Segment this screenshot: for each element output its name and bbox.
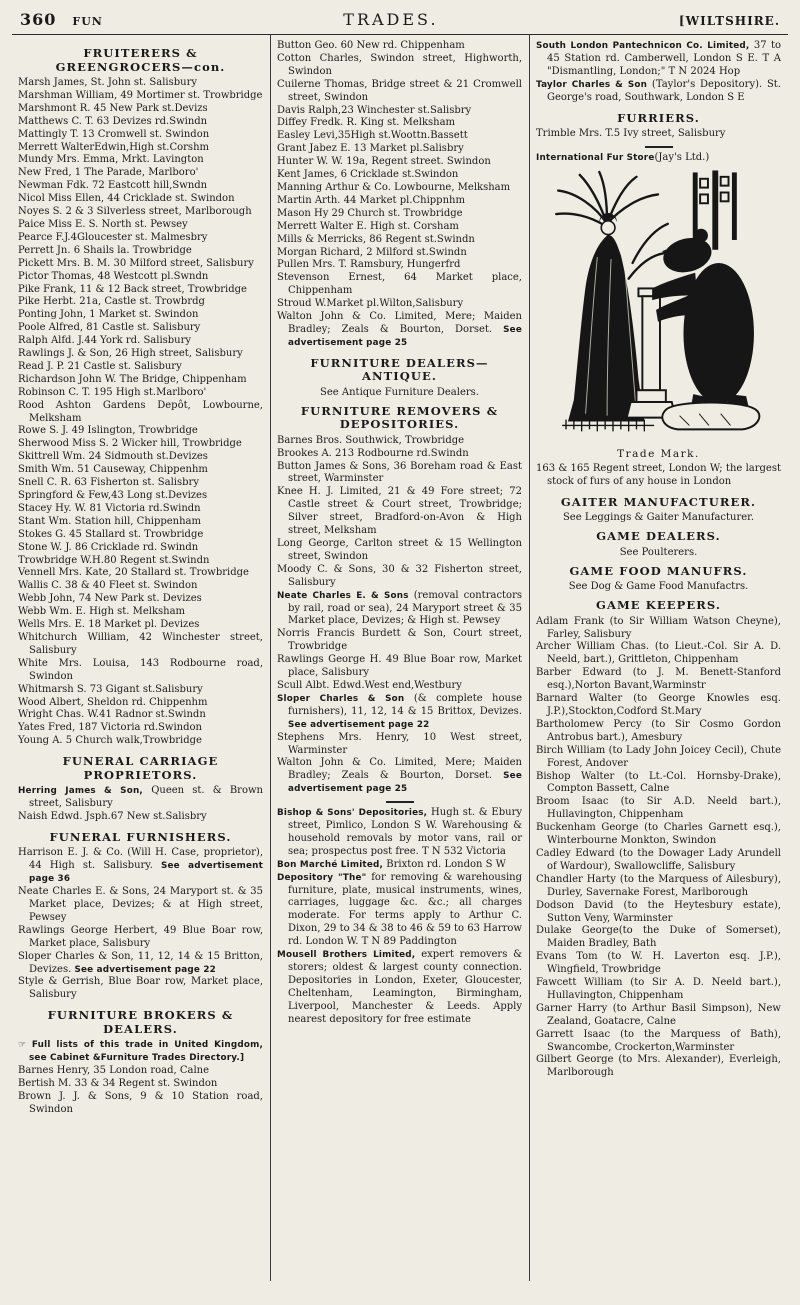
directory-entry (277, 195, 522, 208)
directory-entry (536, 900, 781, 926)
entry-text: expert removers & storers; oldest & largest county connection. Depositories in London, Exeter, Gloucester, Cheltenham, Leamington, Birmingham, Liverpool, Manchester & Leeds. Apply nearest depository for free estimate (288, 949, 522, 1025)
entry-text: Stevenson Ernest, 64 Market place, Chippenham (277, 272, 522, 297)
entry-text: Sloper Charles & Son, 11, 12, 14 & 15 Britton, Devizes. (18, 950, 263, 975)
directory-entry (18, 1091, 263, 1117)
directory-entry (18, 90, 263, 103)
trademark-illustration (546, 169, 772, 447)
directory-entry (18, 348, 263, 361)
entry-bold-text: See advertisement page 25 (288, 771, 522, 795)
section-heading: GAME FOOD MANUFRS. (569, 563, 748, 578)
entry-text: Morgan Richard, 2 Milford st.Swindn (277, 246, 467, 258)
directory-entry (18, 886, 263, 925)
directory-entry (18, 516, 263, 529)
entry-text: Marsh James, St. John st. Salisbury (18, 77, 198, 88)
entry-bold-text: See advertisement page 36 (29, 861, 263, 885)
entry-bold-text: Depository "The" (277, 872, 372, 883)
entry-text: Norris Francis Burdett & Son, Court street, Trowbridge (277, 628, 522, 653)
directory-entry (277, 272, 522, 298)
directory-entry (277, 448, 522, 461)
directory-entry (18, 735, 263, 748)
entry-text: Brookes A. 213 Rodbourne rd.Swindn (277, 447, 469, 459)
directory-entry (277, 949, 522, 1026)
directory-entry (18, 425, 263, 438)
directory-entry (18, 593, 263, 606)
directory-entry (536, 463, 781, 489)
directory-entry (18, 658, 263, 684)
directory-entry (277, 538, 522, 564)
entry-text: New Fred, 1 The Parade, Marlboro' (18, 167, 199, 179)
directory-entry (18, 77, 263, 90)
directory-entry (18, 477, 263, 490)
directory-entry (536, 1003, 781, 1029)
entry-text: Garner Harry (to Arthur Basil Simpson), New Zealand, Goatacre, Calne (536, 1002, 781, 1027)
directory-entry (536, 745, 781, 771)
entry-text: Pike Frank, 11 & 12 Back street, Trowbridge (18, 283, 247, 295)
directory-entry (277, 628, 522, 654)
directory-entry (277, 732, 522, 758)
entry-text: Manning Arthur & Co. Lowbourne, Melksham (277, 181, 511, 193)
entry-text: Stokes G. 45 Stallard st. Trowbridge (18, 528, 204, 540)
directory-entry (18, 606, 263, 619)
entry-text: Bertish M. 33 & 34 Regent st. Swindon (18, 1077, 218, 1089)
entry-text: (& complete house furnishers), 11, 12, 14 & 15 Brittox, Devizes. (288, 692, 522, 717)
directory-entry (536, 641, 781, 667)
entry-text: Wells Mrs. E. 18 Market pl. Devizes (18, 619, 200, 631)
entry-text: Merrett WalterEdwin,High st.Corshm (18, 141, 209, 153)
directory-entry (18, 271, 263, 284)
directory-entry (536, 822, 781, 848)
columns-container (12, 35, 788, 1281)
page-number: 360 (20, 10, 57, 29)
entry-text: Wallis C. 38 & 40 Fleet st. Swindon (18, 580, 198, 592)
section-heading: FURNITURE DEALERS— ANTIQUE. (310, 355, 489, 384)
cross-reference-note: See Antique Furniture Dealers. (320, 386, 479, 398)
directory-entry (18, 438, 263, 451)
directory-entry (536, 1029, 781, 1055)
directory-entry (18, 542, 263, 555)
directory-entry (277, 247, 522, 260)
entry-text: Cuilerne Thomas, Bridge street & 21 Cromwell street, Swindon (277, 78, 522, 103)
directory-entry (277, 259, 522, 272)
directory-entry (277, 298, 522, 311)
entry-text: Barnes Bros. Southwick, Trowbridge (277, 434, 465, 446)
entry-text: Long George, Carlton street & 15 Wellington street, Swindon (277, 538, 522, 562)
directory-entry (18, 245, 263, 258)
directory-entry (18, 180, 263, 193)
entry-text: Birch William (to Lady John Joicey Cecil), Chute Forest, Andover (536, 744, 781, 769)
directory-entry (18, 619, 263, 632)
entry-bold-text: See advertisement page 22 (74, 964, 216, 975)
directory-entry (277, 117, 522, 130)
entry-text: Queen st. & Brown street, Salisbury (29, 785, 263, 810)
directory-entry (277, 807, 522, 859)
directory-entry (277, 757, 522, 796)
directory-entry (18, 167, 263, 180)
directory-entry (536, 925, 781, 951)
entry-text: Broom Isaac (to Sir A.D. Neeld bart.), Hullavington, Chippenham (536, 796, 781, 821)
entry-text: Sherwood Miss S. 2 Wicker hill, Trowbridge (18, 438, 242, 450)
entry-bold-text: Sloper Charles & Son (277, 693, 414, 704)
entry-text: Matthews C. T. 63 Devizes rd.Swindn (18, 115, 208, 127)
entry-text: Stroud W.Market pl.Wilton,Salisbury (277, 298, 464, 310)
directory-entry (18, 103, 263, 116)
entry-text: Archer William Chas. (to Lieut.-Col. Sir A. D. Neeld, bart.), Grittleton, Chippenham (536, 641, 781, 666)
entry-bold-text: Neate Charles E. & Sons (277, 590, 414, 601)
directory-entry (18, 1039, 263, 1065)
directory-entry (277, 208, 522, 221)
entry-text: Rawlings George Herbert, 49 Blue Boar row, Market place, Salisbury (18, 924, 263, 949)
entry-text: 37 to 45 Station rd. Camberwell, London S E. T A "Dismantling, London;" T N 2024 Hop (547, 40, 781, 77)
entry-text: Evans Tom (to W. H. Laverton esq. J.P.), Wingfield, Trowbridge (536, 951, 781, 976)
entry-bold-text: See advertisement page 25 (288, 324, 522, 348)
entry-text: Brixton rd. London S W (386, 858, 506, 870)
directory-entry (18, 387, 263, 400)
directory-entry (277, 40, 522, 53)
entry-text: Pearce F.J.4Gloucester st. Malmesbry (18, 231, 208, 243)
entry-text: Brown J. J. & Sons, 9 & 10 Station road, Swindon (18, 1090, 263, 1115)
entry-text: Skittrell Wm. 24 Sidmouth st.Devizes (18, 451, 208, 463)
entry-text: Garrett Isaac (to the Marquess of Bath), Swancombe, Crockerton,Warminster (536, 1028, 781, 1053)
directory-entry (277, 435, 522, 448)
directory-entry (18, 296, 263, 309)
directory-entry (18, 1065, 263, 1078)
section-heading: GAME DEALERS. (596, 529, 721, 544)
directory-entry (18, 555, 263, 568)
directory-entry (277, 486, 522, 538)
directory-entry (277, 234, 522, 247)
directory-entry (18, 309, 263, 322)
entry-text: Stant Wm. Station hill, Chippenham (18, 515, 202, 527)
entry-bold-text: Taylor Charles & Son (536, 79, 652, 90)
entry-text: Adlam Frank (to Sir William Watson Cheyne), Farley, Salisbury (536, 615, 781, 640)
directory-entry (18, 129, 263, 142)
cross-reference-note: See Poulterers. (619, 546, 698, 558)
entry-text: Cadley Edward (to the Dowager Lady Arundell of Wardour), Swallowcliffe, Salisbury (536, 847, 781, 872)
directory-entry (18, 116, 263, 129)
entry-text: Richardson John W. The Bridge, Chippenham (18, 373, 247, 385)
entry-text: Easley Levi,35High st.Woottn.Bassett (277, 130, 468, 142)
directory-entry (277, 564, 522, 590)
entry-text: (Jay's Ltd.) (654, 151, 710, 163)
directory-entry (536, 848, 781, 874)
entry-text: for removing & warehousing furniture, plate, musical instruments, wines, carriages, luggage &c. &c.; all charges moderate. For terms apply to Arthur C. Dixon, 29 to 34 & 38 to 46 & 59 to 63 Harrow rd. London W. T N 89 Paddington (288, 871, 523, 948)
column-3 (529, 35, 788, 1281)
section-heading: FURNITURE BROKERS & DEALERS. (47, 1008, 234, 1036)
directory-entry (536, 152, 781, 165)
directory-entry (277, 221, 522, 234)
entry-text: Naish Edwd. Jsph.67 New st.Salisbry (18, 810, 207, 822)
entry-text: Webb John, 74 New Park st. Devizes (18, 593, 202, 605)
entry-text: Fawcett William (to Sir A. D. Neeld bart.), Hullavington, Chippenham (536, 977, 781, 1001)
directory-entry (277, 169, 522, 182)
entry-text: Whitchurch William, 42 Winchester street, Salisbury (18, 631, 263, 656)
directory-entry (277, 590, 522, 629)
entry-text: Poole Alfred, 81 Castle st. Salisbury (18, 322, 201, 334)
entry-text: Hugh st. & Ebury street, Pimlico, London S W. Warehousing & household removals by motor vans, rail or sea; prospectus post free. T N 532 Victoria (288, 807, 522, 857)
directory-entry (277, 461, 522, 487)
directory-entry (18, 322, 263, 335)
entry-text: Pickett Mrs. B. M. 30 Milford street, Salisbury (18, 257, 254, 269)
directory-entry (18, 206, 263, 219)
illustration-caption: Trade Mark. (617, 447, 700, 460)
entry-text: Dulake George(to the Duke of Somerset), Maiden Bradley, Bath (536, 925, 781, 950)
directory-entry (277, 311, 522, 350)
entry-bold-text: Mousell Brothers Limited, (277, 950, 422, 961)
entry-text: Springford & Few,43 Long st.Devizes (18, 490, 208, 501)
entry-text: Merrett Walter E. High st. Corsham (277, 220, 459, 232)
directory-entry (18, 847, 263, 886)
entry-text: Smith Wm. 51 Causeway, Chippenhm (18, 464, 208, 476)
directory-entry (18, 490, 263, 503)
directory-entry (18, 232, 263, 245)
section-heading: FRUITERERS & GREENGROCERS—con. (55, 46, 226, 74)
entry-bold-text: International Fur Store (536, 152, 655, 163)
directory-entry (18, 219, 263, 232)
section-heading: GAITER MANUFACTURER. (560, 494, 757, 509)
directory-entry (536, 771, 781, 797)
directory-entry (536, 40, 781, 79)
entry-text: Mills & Merricks, 86 Regent st.Swindn (277, 233, 475, 245)
entry-text: Read J. P. 21 Castle st. Salisbury (18, 360, 182, 372)
entry-text: (removal contractors by rail, road or sea), 24 Maryport street & 35 Market place, Devizes; & High st. Pewsey (288, 589, 522, 627)
directory-entry (277, 182, 522, 195)
entry-text: Button James & Sons, 36 Boreham road & East street, Warminster (277, 460, 522, 485)
entry-text: Walton John & Co. Limited, Mere; Maiden Bradley; Zeals & Bourton, Dorset. (277, 311, 522, 335)
entry-text: Dodson David (to the Heytesbury estate), Sutton Veny, Warminster (536, 899, 781, 924)
entry-text: Chandler Harty (to the Marquess of Ailesbury), Durley, Savernake Forest, Marlborough (536, 873, 781, 898)
entry-text: Marshmont R. 45 New Park st.Devizs (18, 102, 208, 114)
entry-text: Rawlings J. & Son, 26 High street, Salisbury (18, 348, 243, 360)
directory-entry (277, 680, 522, 693)
entry-text: Barnes Henry, 35 London road, Calne (18, 1065, 210, 1077)
entry-text: Pictor Thomas, 48 Westcott pl.Swndn (18, 270, 209, 282)
directory-entry (18, 258, 263, 271)
directory-entry (18, 142, 263, 155)
directory-entry (18, 193, 263, 206)
directory-entry (18, 154, 263, 167)
entry-text: Webb Wm. E. High st. Melksham (18, 606, 186, 618)
entry-text: Bartholomew Percy (to Sir Cosmo Gordon Antrobus bart.), Amesbury (536, 718, 781, 743)
entry-text: Walton John & Co. Limited, Mere; Maiden Bradley; Zeals & Bourton, Dorset. (277, 757, 522, 782)
entry-text: Bishop Walter (to Lt.-Col. Hornsby-Drake), Compton Bassett, Calne (536, 770, 781, 795)
entry-text: Davis Ralph,23 Winchester st.Salisbry (277, 104, 472, 116)
entry-text: Pullen Mrs. T. Ramsbury, Hungerfrd (277, 259, 461, 271)
section-heading: FUNERAL FURNISHERS. (49, 829, 232, 844)
entry-text: Robinson C. T. 195 High st.Marlboro' (18, 386, 207, 398)
directory-entry (18, 567, 263, 580)
directory-entry (18, 722, 263, 735)
directory-entry (18, 709, 263, 722)
entry-text: Buckenham George (to Charles Garnett esq.), Winterbourne Monkton, Swindon (536, 822, 781, 847)
directory-entry (277, 654, 522, 680)
directory-entry (536, 616, 781, 642)
cross-reference-note: See Dog & Game Food Manufactrs. (568, 581, 749, 593)
entry-text: Ponting John, 1 Market st. Swindon (18, 309, 199, 321)
page-header-left (20, 10, 103, 29)
section-heading: GAME KEEPERS. (596, 598, 721, 613)
directory-entry (536, 719, 781, 745)
entry-bold-text: ☞ Full lists of this trade in United Kingdom, see Cabinet &Furniture Trades Directory.] (18, 1040, 263, 1064)
directory-entry (277, 79, 522, 105)
directory-entry (277, 693, 522, 732)
directory-entry (277, 105, 522, 118)
entry-text: Wright Chas. W.41 Radnor st.Swindn (18, 709, 206, 721)
entry-text: Stacey Hy. W. 81 Victoria rd.Swindn (18, 502, 201, 514)
entry-bold-text: See advertisement page 22 (288, 719, 430, 730)
entry-text: Whitmarsh S. 73 Gigant st.Salisbury (18, 683, 203, 695)
entry-text: Rawlings George H. 49 Blue Boar row, Market place, Salisbury (277, 654, 522, 679)
entry-text: Scull Albt. Edwd.West end,Westbury (277, 679, 462, 691)
directory-entry (18, 464, 263, 477)
entry-text: Hunter W. W. 19a, Regent street. Swindon (277, 156, 491, 168)
entry-text: Barber Edward (to J. M. Benett-Stanford esq.),Norton Bavant,Warminstr (536, 667, 781, 692)
page-header (12, 6, 788, 34)
directory-entry (277, 156, 522, 169)
directory-entry (18, 951, 263, 977)
entry-text: Newman Fdk. 72 Eastcott hill,Swndn (18, 180, 208, 192)
directory-entry (536, 977, 781, 1003)
entry-bold-text: South London Pantechnicon Co. Limited, (536, 41, 754, 51)
entry-text: Yates Fred, 187 Victoria rd.Swindon (18, 722, 202, 734)
entry-text: Young A. 5 Church walk,Trowbridge (18, 735, 202, 747)
entry-text: Mundy Mrs. Emma, Mrkt. Lavington (18, 154, 204, 166)
entry-text: Wood Albert, Sheldon rd. Chippenhm (18, 696, 208, 708)
entry-text: Stone W. J. 86 Cricklade rd. Swindn (18, 541, 199, 553)
entry-text: Snell C. R. 63 Fisherton st. Salisbry (18, 477, 199, 489)
entry-text: Grant Jabez E. 13 Market pl.Salisbry (277, 143, 464, 155)
entry-text: Barnard Walter (to George Knowles esq. J.P.),Stockton,Codford St.Mary (536, 693, 781, 717)
directory-entry (18, 361, 263, 374)
entry-text: Perrett Jn. 6 Shails la. Trowbridge (18, 244, 192, 256)
directory-entry (277, 859, 522, 872)
fur-trademark-drawing (546, 169, 772, 447)
directory-entry (536, 796, 781, 822)
entry-text: Nicol Miss Ellen, 44 Cricklade st. Swindon (18, 193, 235, 205)
entry-text: Ralph Alfd. J.44 York rd. Salisbury (18, 335, 192, 347)
entry-text: Knee H. J. Limited, 21 & 49 Fore street; 72 Castle street & Court street, Trowbridge; Silver street, Bradford-on-Avon & High street, Melksham (277, 486, 522, 537)
entry-text: Trimble Mrs. T.5 Ivy street, Salisbury (536, 128, 726, 140)
directory-entry (18, 697, 263, 710)
directory-entry (277, 872, 522, 949)
directory-entry (18, 451, 263, 464)
directory-entry (18, 284, 263, 297)
directory-entry (536, 693, 781, 719)
entry-text: Marshman William, 49 Mortimer st. Trowbridge (18, 89, 263, 101)
divider-rule (645, 146, 673, 148)
entry-text: Trowbridge W.H.80 Regent st.Swindn (18, 554, 210, 566)
directory-entry (18, 529, 263, 542)
directory-entry (536, 79, 781, 105)
entry-text: Mason Hy 29 Church st. Trowbridge (277, 207, 463, 219)
entry-text: Noyes S. 2 & 3 Silverless street, Marlborough (18, 206, 252, 218)
directory-entry (18, 580, 263, 593)
directory-entry (18, 811, 263, 824)
directory-entry (18, 976, 263, 1002)
catchword: FUN (72, 15, 103, 28)
directory-entry (536, 951, 781, 977)
entry-text: Kent James, 6 Cricklade st.Swindon (277, 169, 459, 181)
entry-text: Rowe S. J. 49 Islington, Trowbridge (18, 425, 198, 437)
entry-text: Gilbert George (to Mrs. Alexander), Everleigh, Marlborough (536, 1054, 781, 1079)
section-heading: FUNERAL CARRIAGE PROPRIETORS. (62, 754, 219, 782)
entry-text: Stephens Mrs. Henry, 10 West street, Warminster (277, 731, 522, 756)
column-2 (270, 35, 529, 1281)
directory-entry (277, 130, 522, 143)
entry-text: 163 & 165 Regent street, London W; the largest stock of furs of any house in London (536, 462, 781, 487)
directory-entry (18, 684, 263, 697)
section-heading: FURRIERS. (617, 110, 700, 125)
entry-text: Harrison E. J. & Co. (Will H. Case, proprietor), 44 High st. Salisbury. (18, 847, 263, 872)
entry-bold-text: Herring James & Son, (18, 786, 152, 797)
county-label: [WILTSHIRE. (678, 14, 780, 28)
entry-text: Martin Arth. 44 Market pl.Chippnhm (277, 194, 465, 206)
entry-text: Diffey Fredk. R. King st. Melksham (277, 117, 456, 129)
directory-entry (18, 335, 263, 348)
directory-entry (277, 53, 522, 79)
entry-text: Rood Ashton Gardens Depôt, Lowbourne, Melksham (18, 399, 263, 424)
directory-entry (536, 667, 781, 693)
directory-entry (536, 874, 781, 900)
entry-text: Paice Miss E. S. North st. Pewsey (18, 218, 188, 230)
directory-entry (277, 143, 522, 156)
directory-entry (18, 374, 263, 387)
entry-text: Button Geo. 60 New rd. Chippenham (277, 40, 465, 51)
entry-bold-text: Bon Marché Limited, (277, 859, 387, 870)
entry-text: Style & Gerrish, Blue Boar row, Market place, Salisbury (18, 976, 263, 1001)
divider-rule (386, 801, 414, 803)
directory-entry (536, 128, 781, 141)
entry-text: Pike Herbt. 21a, Castle st. Trowbrdg (18, 296, 205, 308)
page-title: TRADES. (343, 10, 439, 29)
directory-entry (18, 925, 263, 951)
entry-text: Moody C. & Sons, 30 & 32 Fisherton street, Salisbury (277, 563, 522, 588)
entry-bold-text: Bishop & Sons' Depositories, (277, 808, 432, 819)
directory-entry (18, 503, 263, 516)
directory-entry (18, 632, 263, 658)
section-heading: FURNITURE REMOVERS & DEPOSITORIES. (300, 403, 499, 432)
entry-text: Vennell Mrs. Kate, 20 Stallard st. Trowbridge (18, 567, 249, 579)
entry-text: Neate Charles E. & Sons, 24 Maryport st. & 35 Market place, Devizes; & at High street, Pewsey (18, 886, 263, 923)
directory-entry (18, 785, 263, 811)
directory-entry (536, 1054, 781, 1080)
cross-reference-note: See Leggings & Gaiter Manufacturer. (562, 512, 755, 524)
column-1 (12, 35, 270, 1281)
entry-text: Cotton Charles, Swindon street, Highworth, Swindon (277, 52, 522, 77)
entry-text: (Taylor's Depository). St. George's road, Southwark, London S E (547, 78, 781, 103)
directory-entry (18, 400, 263, 426)
entry-text: White Mrs. Louisa, 143 Rodbourne road, Swindon (18, 657, 263, 682)
entry-text: Mattingly T. 13 Cromwell st. Swindon (18, 128, 210, 140)
directory-entry (18, 1078, 263, 1091)
